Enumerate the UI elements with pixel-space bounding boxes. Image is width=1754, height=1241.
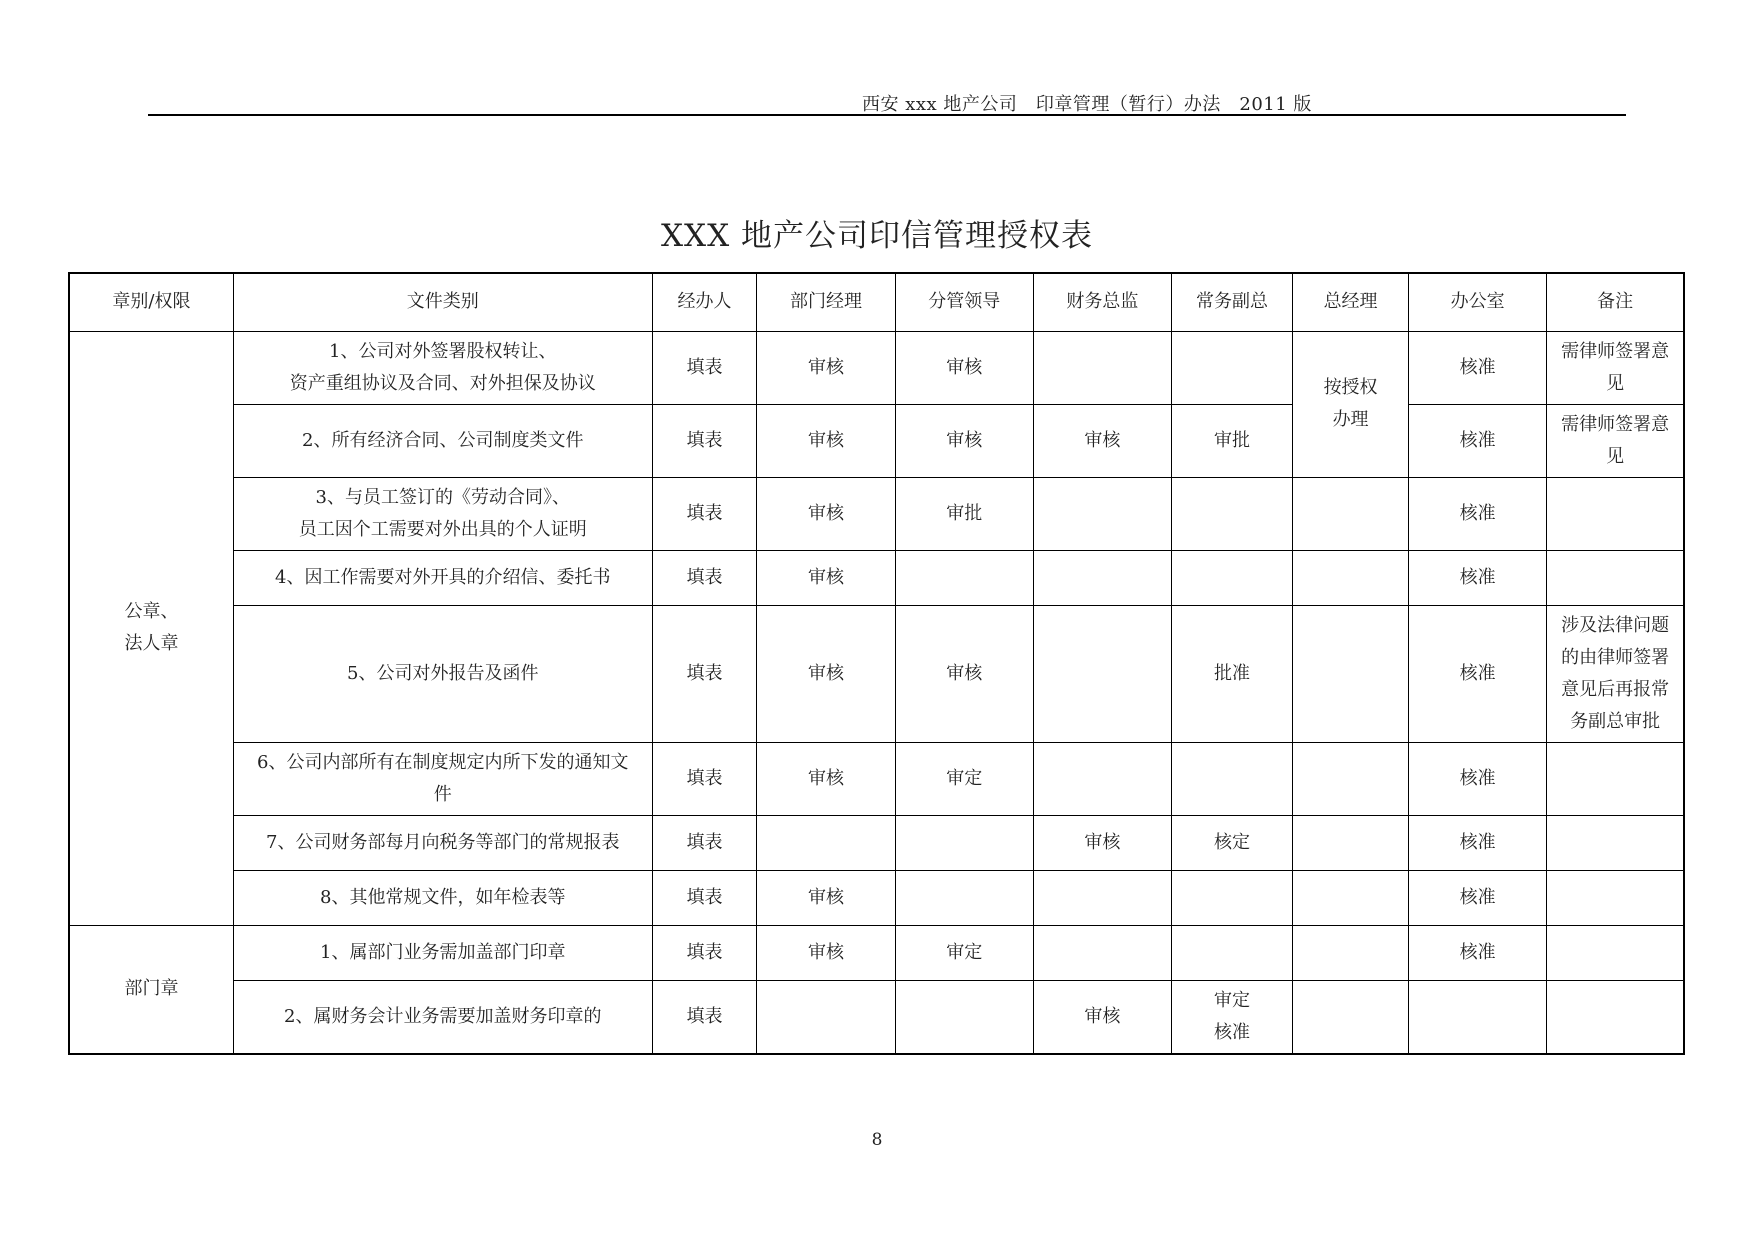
cfo-cell [1033, 550, 1171, 605]
dept-manager-cell: 审核 [757, 742, 895, 815]
supervisor-cell: 审核 [895, 331, 1033, 404]
office-cell: 核准 [1409, 742, 1547, 815]
office-cell: 核准 [1409, 331, 1547, 404]
table-row [69, 550, 1684, 605]
document-category-cell [233, 331, 652, 404]
note-cell [1547, 550, 1684, 605]
handler-cell: 填表 [652, 980, 757, 1054]
exec-vp-cell: 批准 [1172, 605, 1293, 742]
office-cell: 核准 [1409, 870, 1547, 925]
supervisor-cell: 审核 [895, 404, 1033, 477]
note-cell [1547, 331, 1684, 404]
table-row [69, 331, 1684, 404]
note-text: 的由律师签署 [1561, 646, 1670, 668]
table-row [69, 815, 1684, 870]
document-category-cell: 1、属部门业务需加盖部门印章 [233, 925, 652, 980]
exec-vp-cell [1172, 742, 1293, 815]
exec-vp-text: 核准 [1214, 1021, 1251, 1043]
seal-type-label: 部门章 [124, 978, 179, 999]
supervisor-cell [895, 550, 1033, 605]
exec-vp-cell [1172, 870, 1293, 925]
supervisor-cell: 审核 [895, 605, 1033, 742]
cfo-cell [1033, 331, 1171, 404]
gm-cell [1293, 742, 1409, 815]
office-cell: 核准 [1409, 605, 1547, 742]
document-category-text: 1、公司对外签署股权转让、 [329, 340, 557, 362]
supervisor-cell: 审定 [895, 925, 1033, 980]
note-cell [1547, 870, 1684, 925]
document-title: XXX 地产公司印信管理授权表 [660, 218, 1094, 254]
dept-manager-cell: 审核 [757, 605, 895, 742]
exec-vp-cell [1172, 925, 1293, 980]
document-category-text: 6、公司内部所有在制度规定内所下发的通知文 [257, 751, 629, 773]
column-header: 部门经理 [757, 273, 895, 331]
cfo-cell [1033, 870, 1171, 925]
office-cell: 核准 [1409, 550, 1547, 605]
authorization-table [68, 272, 1685, 1055]
note-cell [1547, 404, 1684, 477]
note-text: 务副总审批 [1570, 710, 1661, 732]
document-category-cell [233, 477, 652, 550]
cfo-cell: 审核 [1033, 980, 1171, 1054]
handler-cell: 填表 [652, 477, 757, 550]
note-text: 需律师签署意 [1561, 340, 1670, 362]
seal-type-cell [69, 925, 233, 1054]
note-text: 见 [1606, 372, 1625, 394]
document-category-cell: 7、公司财务部每月向税务等部门的常规报表 [233, 815, 652, 870]
exec-vp-cell: 核定 [1172, 815, 1293, 870]
handler-cell: 填表 [652, 742, 757, 815]
handler-cell: 填表 [652, 870, 757, 925]
table-row [69, 925, 1684, 980]
document-category-cell: 2、属财务会计业务需要加盖财务印章的 [233, 980, 652, 1054]
dept-manager-cell: 审核 [757, 477, 895, 550]
seal-type-label: 公章、 [124, 601, 179, 622]
document-category-text: 员工因个工需要对外出具的个人证明 [298, 518, 587, 540]
dept-manager-cell [757, 980, 895, 1054]
handler-cell: 填表 [652, 605, 757, 742]
document-category-cell [233, 742, 652, 815]
handler-cell: 填表 [652, 925, 757, 980]
table-row [69, 980, 1684, 1054]
handler-cell: 填表 [652, 404, 757, 477]
handler-cell: 填表 [652, 550, 757, 605]
dept-manager-cell [757, 815, 895, 870]
document-category-cell: 8、其他常规文件，如年检表等 [233, 870, 652, 925]
dept-manager-cell: 审核 [757, 870, 895, 925]
office-cell: 核准 [1409, 925, 1547, 980]
gm-cell [1293, 870, 1409, 925]
gm-cell [1293, 550, 1409, 605]
document-category-text: 3、与员工签订的《劳动合同》、 [315, 486, 570, 508]
column-header: 经办人 [652, 273, 757, 331]
column-header: 常务副总 [1172, 273, 1293, 331]
exec-vp-cell [1172, 331, 1293, 404]
seal-type-cell [69, 331, 233, 925]
dept-manager-cell: 审核 [757, 331, 895, 404]
gm-cell [1293, 477, 1409, 550]
office-cell: 核准 [1409, 477, 1547, 550]
document-category-cell: 2、所有经济合同、公司制度类文件 [233, 404, 652, 477]
column-header: 备注 [1547, 273, 1684, 331]
column-header: 文件类别 [233, 273, 652, 331]
supervisor-cell [895, 980, 1033, 1054]
table-row [69, 605, 1684, 742]
dept-manager-cell: 审核 [757, 404, 895, 477]
cfo-cell: 审核 [1033, 404, 1171, 477]
exec-vp-text: 审定 [1214, 989, 1251, 1011]
document-category-text: 资产重组协议及合同、对外担保及协议 [289, 372, 596, 394]
page-number: 8 [871, 1130, 883, 1150]
note-text: 需律师签署意 [1561, 413, 1670, 435]
document-category-cell: 4、因工作需要对外开具的介绍信、委托书 [233, 550, 652, 605]
note-text: 涉及法律问题 [1561, 614, 1670, 636]
note-text: 见 [1606, 445, 1625, 467]
exec-vp-cell: 审批 [1172, 404, 1293, 477]
office-cell: 核准 [1409, 815, 1547, 870]
note-cell [1547, 925, 1684, 980]
column-header: 章别/权限 [69, 273, 233, 331]
gm-cell [1293, 815, 1409, 870]
column-header: 财务总监 [1033, 273, 1171, 331]
gm-merged-cell [1293, 331, 1409, 477]
gm-merged-text: 按授权 [1323, 377, 1378, 398]
office-cell [1409, 980, 1547, 1054]
cfo-cell [1033, 742, 1171, 815]
note-cell [1547, 605, 1684, 742]
document-category-cell: 5、公司对外报告及函件 [233, 605, 652, 742]
cfo-cell [1033, 477, 1171, 550]
note-cell [1547, 742, 1684, 815]
table-row [69, 477, 1684, 550]
gm-cell [1293, 925, 1409, 980]
dept-manager-cell: 审核 [757, 925, 895, 980]
dept-manager-cell: 审核 [757, 550, 895, 605]
table-row [69, 742, 1684, 815]
exec-vp-cell [1172, 550, 1293, 605]
gm-cell [1293, 605, 1409, 742]
column-header: 分管领导 [895, 273, 1033, 331]
table-row [69, 404, 1684, 477]
table-row [69, 870, 1684, 925]
supervisor-cell: 审批 [895, 477, 1033, 550]
note-cell [1547, 815, 1684, 870]
page-header: 西安 xxx 地产公司 印章管理（暂行）办法 2011 版 [862, 94, 1312, 115]
exec-vp-cell [1172, 980, 1293, 1054]
cfo-cell [1033, 925, 1171, 980]
seal-type-label: 法人章 [124, 633, 179, 654]
office-cell: 核准 [1409, 404, 1547, 477]
cfo-cell [1033, 605, 1171, 742]
column-header: 办公室 [1409, 273, 1547, 331]
supervisor-cell: 审定 [895, 742, 1033, 815]
supervisor-cell [895, 815, 1033, 870]
document-category-text: 件 [433, 783, 452, 805]
note-cell [1547, 980, 1684, 1054]
note-cell [1547, 477, 1684, 550]
supervisor-cell [895, 870, 1033, 925]
header-rule [148, 114, 1626, 116]
handler-cell: 填表 [652, 331, 757, 404]
gm-merged-text: 办理 [1332, 409, 1369, 430]
column-header: 总经理 [1293, 273, 1409, 331]
gm-cell [1293, 980, 1409, 1054]
note-text: 意见后再报常 [1561, 678, 1670, 700]
exec-vp-cell [1172, 477, 1293, 550]
cfo-cell: 审核 [1033, 815, 1171, 870]
handler-cell: 填表 [652, 815, 757, 870]
header-row [69, 273, 1684, 331]
